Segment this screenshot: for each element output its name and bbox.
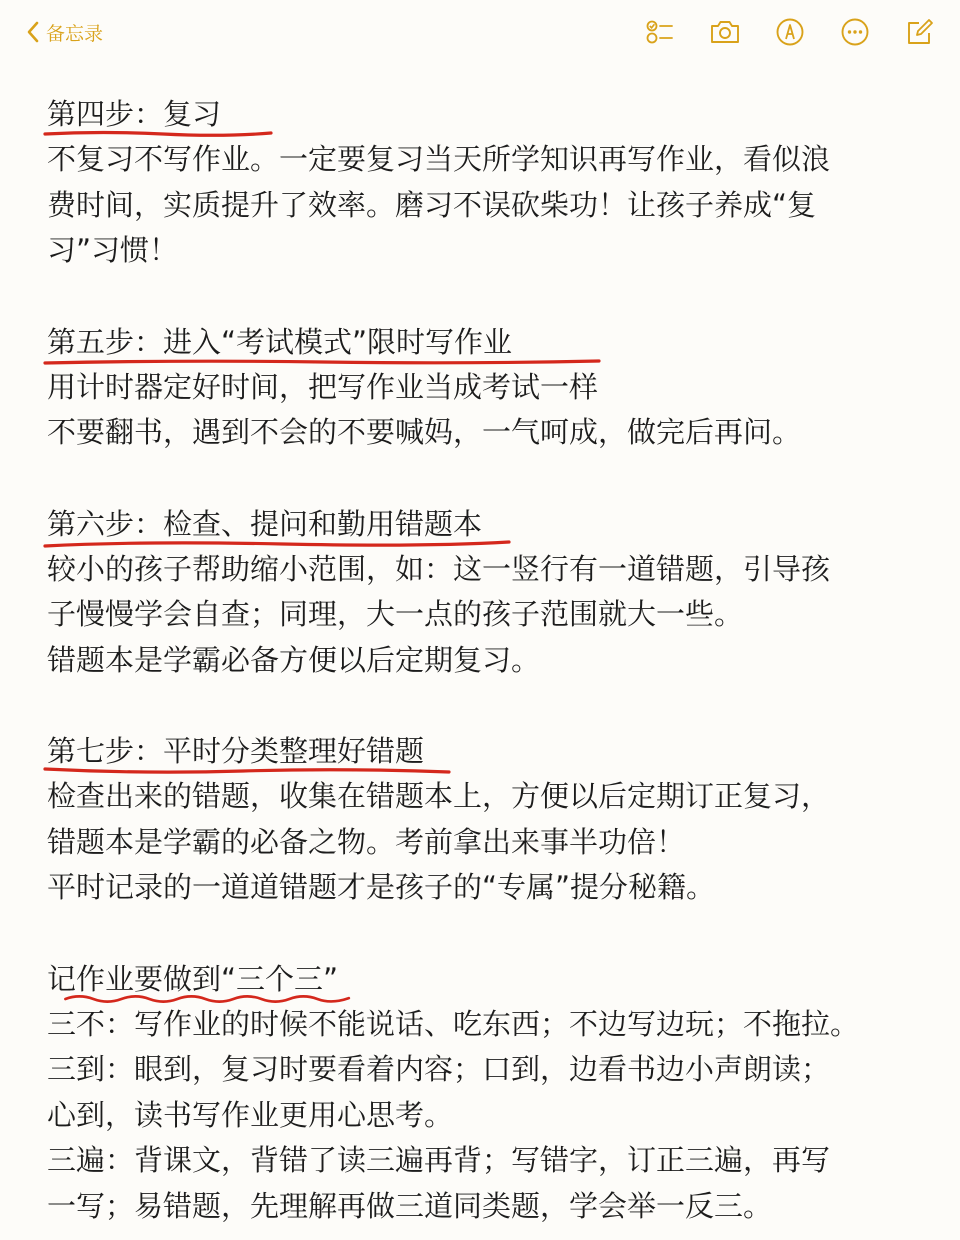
section-line: 错题本是学霸必备方便以后定期复习。	[47, 642, 541, 677]
more-icon[interactable]	[837, 14, 873, 50]
back-button[interactable]	[26, 16, 103, 48]
section-line: 三到：眼到，复习时要看着内容；口到，边看书边小声朗读；	[47, 1052, 831, 1086]
section-line: 习”习惯！	[47, 233, 179, 267]
note-section	[47, 957, 927, 1230]
red-underline	[43, 764, 453, 778]
compose-icon[interactable]	[902, 14, 938, 50]
markup-pen-icon[interactable]	[772, 14, 808, 50]
section-heading	[47, 320, 512, 365]
section-heading	[47, 729, 424, 774]
red-underline	[43, 537, 513, 551]
section-line: 检查出来的错题，收集在错题本上，方便以后定期订正复习，	[47, 779, 831, 813]
note-section	[47, 502, 927, 684]
section-heading	[47, 92, 221, 137]
section-line: 不要翻书，遇到不会的不要喊妈，一气呵成，做完后再问。	[47, 415, 802, 449]
note-body[interactable]	[47, 92, 927, 1229]
chevron-left-icon	[26, 20, 40, 44]
section-heading	[47, 502, 482, 547]
camera-icon[interactable]	[707, 14, 743, 50]
section-line: 费时间，实质提升了效率。磨习不误砍柴功！让孩子养成“复	[47, 187, 817, 222]
section-line: 一写；易错题，先理解再做三道同类题，学会举一反三。	[47, 1188, 773, 1223]
red-underline	[43, 355, 603, 369]
section-line: 错题本是学霸的必备之物。考前拿出来事半功倍！	[47, 824, 686, 859]
section-heading	[47, 957, 338, 1002]
section-line: 不复习不写作业。一定要复习当天所学知识再写作业，看似浪	[47, 142, 831, 176]
checklist-icon[interactable]	[642, 14, 678, 50]
back-button-label: 备忘录	[46, 22, 104, 45]
section-heading-text: 第四步：复习	[47, 97, 222, 131]
section-line: 较小的孩子帮助缩小范围，如：这一竖行有一道错题，引导孩	[47, 551, 831, 586]
note-section	[47, 320, 927, 456]
section-heading-text: 第七步：平时分类整理好错题	[47, 734, 425, 768]
section-line: 平时记录的一道道错题才是孩子的“专属”提分秘籍。	[47, 870, 716, 904]
note-section	[47, 729, 927, 911]
section-line: 三遍：背课文，背错了读三遍再背；写错字，订正三遍，再写	[47, 1143, 831, 1177]
section-line: 心到，读书写作业更用心思考。	[47, 1097, 454, 1132]
section-line: 三不：写作业的时候不能说话、吃东西；不边写边玩；不拖拉。	[47, 1006, 860, 1041]
section-heading-text: 第五步：进入“考试模式”限时写作业	[47, 324, 513, 359]
section-heading-text: 第六步：检查、提问和勤用错题本	[47, 506, 483, 541]
note-toolbar	[0, 0, 960, 66]
toolbar-actions	[613, 14, 938, 50]
note-section	[47, 92, 927, 274]
section-heading-text: 记作业要做到“三个三”	[47, 961, 339, 996]
section-line: 子慢慢学会自查；同理，大一点的孩子范围就大一些。	[47, 597, 744, 631]
section-line: 用计时器定好时间，把写作业当成考试一样	[47, 369, 599, 404]
red-underline	[43, 127, 275, 141]
red-wavy-underline	[43, 992, 373, 1006]
